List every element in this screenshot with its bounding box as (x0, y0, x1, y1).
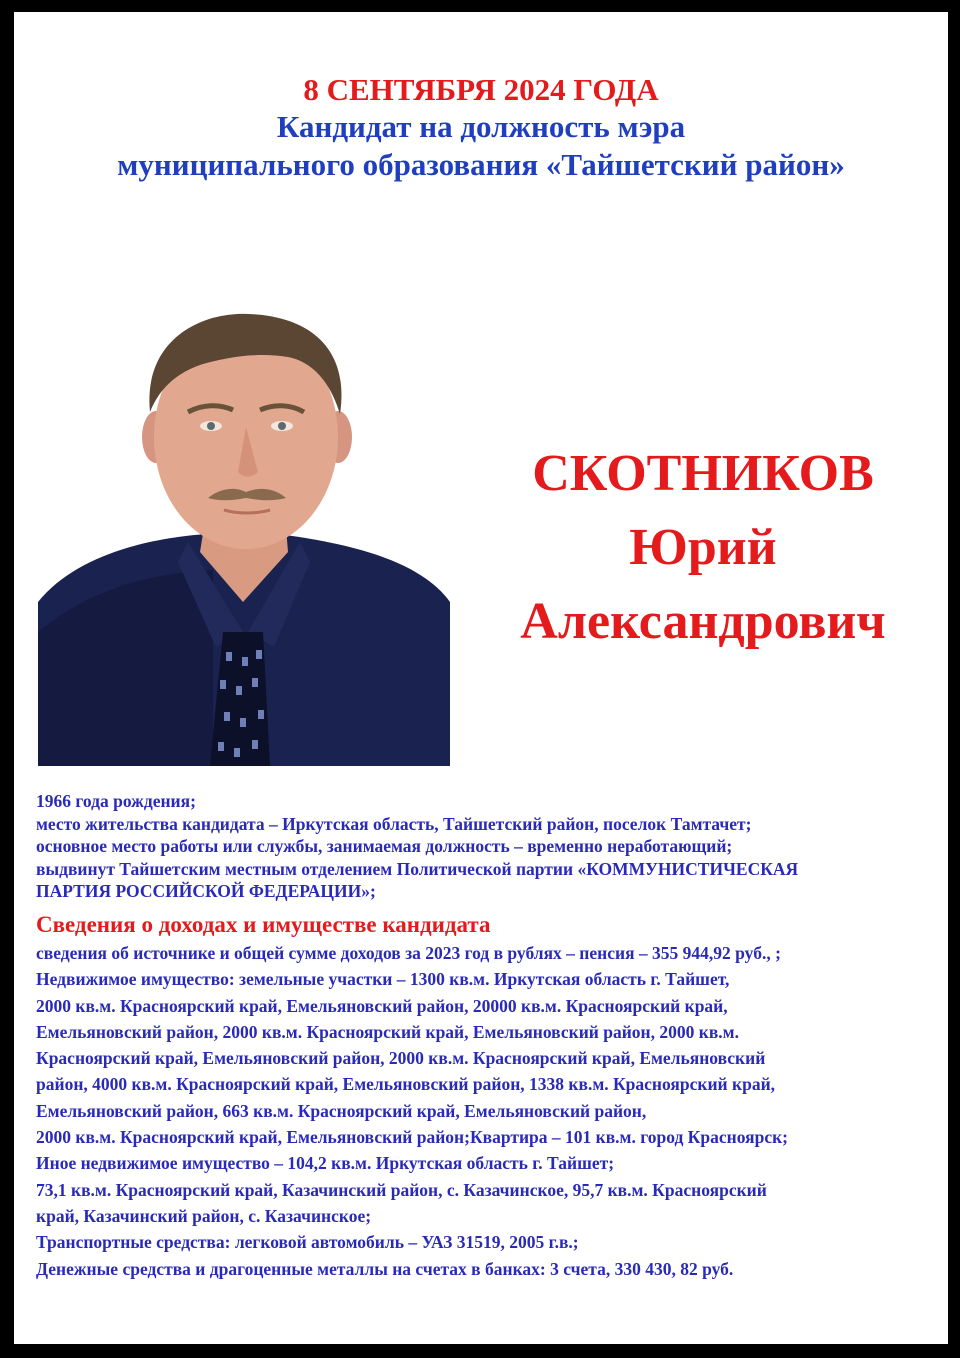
income-line: Красноярский край, Емельяновский район, 2000 кв.м. Красноярский край, Емельяновский (36, 1048, 766, 1069)
income-line: 2000 кв.м. Красноярский край, Емельяновский район;Квартира – 101 кв.м. город Красноярск; (36, 1127, 789, 1148)
income-line: район, 4000 кв.м. Красноярский край, Емельяновский район, 1338 кв.м. Красноярский край, (36, 1074, 776, 1095)
candidate-photo (38, 302, 450, 766)
election-date: 8 СЕНТЯБРЯ 2024 ГОДА (303, 72, 659, 107)
candidate-first-name: Юрий (629, 519, 777, 576)
income-line: Емельяновский район, 663 кв.м. Красноярский край, Емельяновский район, (36, 1100, 647, 1121)
income-line: 73,1 кв.м. Красноярский край, Казачинский район, с. Казачинское, 95,7 кв.м. Красноярский (36, 1179, 767, 1200)
candidate-name (480, 437, 926, 659)
candidate-surname: СКОТНИКОВ (532, 445, 874, 502)
income-line: сведения об источнике и общей сумме доходов за 2023 год в рублях – пенсия – 355 944,92 руб., ; (36, 943, 781, 963)
bio-nomination: выдвинут Тайшетским местным отделением Политической партии «КОММУНИСТИЧЕСКАЯ (36, 858, 799, 879)
income-line: край, Казачинский район, с. Казачинское; (36, 1205, 372, 1226)
candidate-bio (36, 790, 948, 903)
bio-nomination-cont: ПАРТИЯ РОССИЙСКОЙ ФЕДЕРАЦИИ»; (36, 881, 376, 901)
leaflet-page (14, 12, 948, 1344)
income-details (36, 940, 948, 1282)
bio-residence: место жительства кандидата – Иркутская область, Тайшетский район, поселок Тамтачет; (36, 813, 752, 834)
position-title-line2: муниципального образования «Тайшетский район» (117, 147, 845, 182)
bio-occupation: основное место работы или службы, занимаемая должность – временно неработающий; (36, 836, 733, 856)
income-line: Иное недвижимое имущество – 104,2 кв.м. Иркутская область г. Тайшет; (36, 1153, 615, 1174)
income-line: 2000 кв.м. Красноярский край, Емельяновский район, 20000 кв.м. Красноярский край, (36, 995, 728, 1016)
income-line: Емельяновский район, 2000 кв.м. Красноярский край, Емельяновский район, 2000 кв.м. (36, 1021, 739, 1042)
bio-birth-year: 1966 года рождения; (36, 791, 196, 811)
income-line: Транспортные средства: легковой автомобиль – УАЗ 31519, 2005 г.в.; (36, 1232, 579, 1253)
income-line: Недвижимое имущество: земельные участки – 1300 кв.м. Иркутская область г. Тайшет, (36, 969, 730, 990)
candidate-patronymic: Александрович (520, 593, 886, 650)
income-line: Денежные средства и драгоценные металлы на счетах в банках: 3 счета, 330 430, 82 руб. (36, 1258, 734, 1279)
income-heading: Сведения о доходах и имуществе кандидата (36, 912, 491, 937)
position-title-line1: Кандидат на должность мэра (276, 109, 686, 144)
leaflet-header (14, 72, 948, 184)
